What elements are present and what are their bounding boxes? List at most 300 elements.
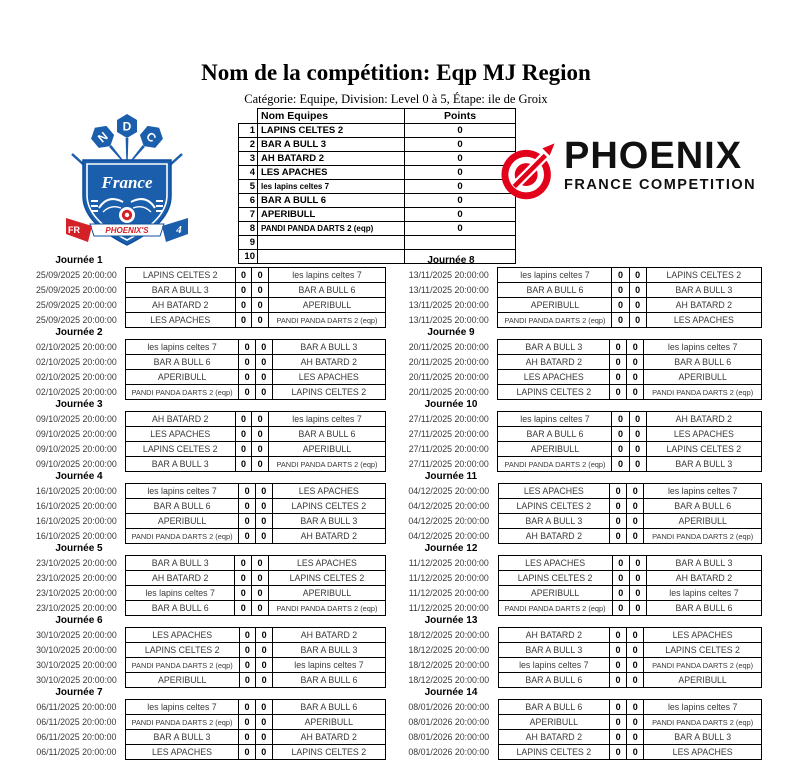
- home-team: AH BATARD 2: [125, 298, 235, 313]
- away-score: 0: [255, 514, 272, 529]
- away-score: 0: [629, 442, 646, 457]
- matches-table: [28, 555, 386, 616]
- round-block: [400, 687, 762, 759]
- home-team: PANDI PANDA DARTS 2 (eqp): [125, 529, 239, 544]
- team-rank: 9: [239, 236, 258, 250]
- home-score: 0: [239, 643, 256, 658]
- home-score: 0: [239, 730, 256, 745]
- match-row: [28, 268, 386, 283]
- away-score: 0: [627, 730, 644, 745]
- away-team: AH BATARD 2: [272, 355, 385, 370]
- matches-table: [28, 267, 386, 328]
- match-datetime: 04/12/2025 20:00:00: [408, 516, 490, 526]
- round-title: Journée 14: [424, 687, 478, 698]
- home-team: APERIBULL: [498, 715, 610, 730]
- team-points: 0: [405, 166, 516, 180]
- away-score: 0: [627, 643, 644, 658]
- page-subtitle: Catégorie: Equipe, Division: Level 0 à 5, Étape: ile de Groix: [244, 92, 548, 106]
- standings-row: [239, 194, 516, 208]
- home-team: LAPINS CELTES 2: [498, 385, 610, 400]
- away-score: 0: [252, 268, 269, 283]
- home-team: PANDI PANDA DARTS 2 (eqp): [125, 658, 239, 673]
- away-team: les lapins celtes 7: [272, 658, 385, 673]
- away-score: 0: [252, 442, 269, 457]
- home-score: 0: [612, 283, 629, 298]
- away-score: 0: [252, 298, 269, 313]
- home-score: 0: [610, 370, 627, 385]
- away-score: 0: [252, 586, 269, 601]
- away-score: 0: [627, 700, 644, 715]
- match-row: [28, 700, 386, 715]
- away-team: BAR A BULL 3: [646, 457, 761, 472]
- home-score: 0: [612, 268, 629, 283]
- home-team: PANDI PANDA DARTS 2 (eqp): [498, 313, 612, 328]
- away-team: LAPINS CELTES 2: [272, 385, 385, 400]
- home-team: APERIBULL: [498, 586, 612, 601]
- standings-row: [239, 180, 516, 194]
- standings-body: [239, 124, 516, 264]
- match-row: [28, 313, 386, 328]
- away-team: LAPINS CELTES 2: [268, 571, 385, 586]
- away-team: AH BATARD 2: [646, 298, 761, 313]
- match-row: [400, 529, 762, 544]
- home-score: 0: [235, 268, 252, 283]
- round-block: [28, 543, 386, 615]
- match-row: [28, 427, 386, 442]
- home-team: LES APACHES: [125, 427, 235, 442]
- away-score: 0: [629, 601, 646, 616]
- home-team: PANDI PANDA DARTS 2 (eqp): [125, 715, 239, 730]
- home-team: BAR A BULL 6: [125, 355, 239, 370]
- match-datetime: 20/11/2025 20:00:00: [408, 342, 489, 352]
- away-score: 0: [629, 283, 646, 298]
- home-score: 0: [612, 442, 629, 457]
- team-rank: 8: [239, 222, 258, 236]
- away-team: PANDI PANDA DARTS 2 (eqp): [644, 658, 762, 673]
- away-score: 0: [252, 313, 269, 328]
- round-block: [400, 615, 762, 687]
- match-datetime: 06/11/2025 20:00:00: [36, 702, 117, 712]
- home-team: LAPINS CELTES 2: [125, 268, 235, 283]
- home-team: AH BATARD 2: [498, 730, 610, 745]
- round-title: Journée 9: [427, 327, 475, 338]
- away-score: 0: [255, 730, 272, 745]
- team-points: 0: [405, 194, 516, 208]
- match-row: [28, 484, 386, 499]
- team-name: BAR A BULL 6: [258, 194, 405, 208]
- match-row: [400, 586, 762, 601]
- ribbon-right: [162, 218, 188, 242]
- home-team: les lapins celtes 7: [498, 268, 612, 283]
- home-team: les lapins celtes 7: [125, 700, 239, 715]
- svg-text:N: N: [95, 129, 111, 146]
- home-score: 0: [239, 385, 256, 400]
- match-row: [28, 643, 386, 658]
- home-team: BAR A BULL 6: [125, 499, 239, 514]
- team-rank: 7: [239, 208, 258, 222]
- away-score: 0: [252, 412, 269, 427]
- match-datetime: 06/11/2025 20:00:00: [36, 717, 117, 727]
- home-score: 0: [235, 442, 252, 457]
- round-title: Journée 4: [55, 471, 103, 482]
- home-score: 0: [612, 313, 629, 328]
- svg-text:C: C: [143, 129, 159, 146]
- away-score: 0: [627, 385, 644, 400]
- away-score: 0: [256, 658, 273, 673]
- home-team: BAR A BULL 6: [498, 673, 609, 688]
- match-datetime: 30/10/2025 20:00:00: [36, 675, 117, 685]
- standings-row: [239, 236, 516, 250]
- away-score: 0: [627, 340, 644, 355]
- home-score: 0: [239, 628, 256, 643]
- round-block: [28, 399, 386, 471]
- away-score: 0: [256, 628, 273, 643]
- standings-row: [239, 138, 516, 152]
- home-score: 0: [610, 715, 627, 730]
- match-datetime: 13/11/2025 20:00:00: [408, 270, 489, 280]
- home-score: 0: [235, 298, 252, 313]
- away-score: 0: [627, 529, 644, 544]
- home-score: 0: [235, 313, 252, 328]
- away-team: BAR A BULL 6: [644, 355, 762, 370]
- match-datetime: 27/11/2025 20:00:00: [408, 414, 489, 424]
- away-score: 0: [255, 484, 272, 499]
- home-score: 0: [235, 586, 252, 601]
- match-datetime: 27/11/2025 20:00:00: [408, 459, 489, 469]
- home-score: 0: [235, 427, 252, 442]
- match-row: [28, 715, 386, 730]
- match-datetime: 30/10/2025 20:00:00: [36, 660, 117, 670]
- match-row: [28, 385, 386, 400]
- away-team: APERIBULL: [644, 673, 762, 688]
- away-team: les lapins celtes 7: [269, 268, 386, 283]
- home-team: LES APACHES: [498, 484, 610, 499]
- home-score: 0: [612, 571, 629, 586]
- matches-table: [28, 627, 386, 688]
- home-team: BAR A BULL 3: [125, 556, 235, 571]
- match-row: [400, 601, 762, 616]
- round-block: [400, 327, 762, 399]
- home-team: APERIBULL: [125, 673, 239, 688]
- match-datetime: 04/12/2025 20:00:00: [408, 501, 490, 511]
- ndc-badge-icon: [66, 114, 188, 252]
- home-team: PANDI PANDA DARTS 2 (eqp): [125, 385, 239, 400]
- home-score: 0: [239, 529, 256, 544]
- matches-table: [28, 699, 386, 760]
- home-score: 0: [610, 529, 627, 544]
- away-team: LAPINS CELTES 2: [646, 268, 761, 283]
- home-score: 0: [610, 385, 627, 400]
- team-rank: 4: [239, 166, 258, 180]
- match-row: [400, 298, 762, 313]
- away-score: 0: [627, 370, 644, 385]
- match-datetime: 23/10/2025 20:00:00: [36, 573, 117, 583]
- team-rank: 10: [239, 250, 258, 264]
- standings-row: [239, 222, 516, 236]
- away-score: 0: [256, 673, 273, 688]
- match-datetime: 30/10/2025 20:00:00: [36, 645, 117, 655]
- page-title: Nom de la compétition: Eqp MJ Region: [201, 60, 591, 85]
- home-team: BAR A BULL 6: [125, 601, 235, 616]
- away-score: 0: [627, 514, 644, 529]
- match-datetime: 08/01/2026 20:00:00: [408, 747, 490, 757]
- match-datetime: 23/10/2025 20:00:00: [36, 558, 117, 568]
- away-score: 0: [629, 556, 646, 571]
- match-row: [400, 499, 762, 514]
- standings-row: [239, 124, 516, 138]
- round-title: Journée 11: [424, 471, 478, 482]
- matches-table: [400, 411, 762, 472]
- match-datetime: 13/11/2025 20:00:00: [408, 285, 489, 295]
- match-row: [28, 298, 386, 313]
- away-score: 0: [252, 457, 269, 472]
- home-score: 0: [610, 499, 627, 514]
- home-score: 0: [235, 571, 252, 586]
- away-team: les lapins celtes 7: [644, 484, 762, 499]
- away-team: BAR A BULL 3: [272, 643, 385, 658]
- away-score: 0: [629, 298, 646, 313]
- home-team: LES APACHES: [125, 628, 239, 643]
- match-row: [400, 442, 762, 457]
- schedule: [28, 255, 762, 759]
- match-row: [28, 745, 386, 760]
- standings-row: [239, 166, 516, 180]
- team-name: PANDI PANDA DARTS 2 (eqp): [258, 222, 405, 236]
- matches-table: [28, 483, 386, 544]
- match-row: [400, 556, 762, 571]
- match-datetime: 27/11/2025 20:00:00: [408, 444, 489, 454]
- away-team: BAR A BULL 3: [646, 556, 761, 571]
- match-row: [400, 484, 762, 499]
- home-team: LES APACHES: [498, 370, 610, 385]
- standings-header-points: Points: [405, 109, 516, 124]
- team-rank: 6: [239, 194, 258, 208]
- match-datetime: 06/11/2025 20:00:00: [36, 747, 117, 757]
- away-team: LAPINS CELTES 2: [644, 643, 762, 658]
- match-datetime: 16/10/2025 20:00:00: [36, 486, 117, 496]
- away-score: 0: [255, 529, 272, 544]
- home-team: LAPINS CELTES 2: [498, 571, 612, 586]
- standings-row: [239, 152, 516, 166]
- home-team: BAR A BULL 3: [125, 730, 239, 745]
- home-score: 0: [235, 457, 252, 472]
- phoenix-target-icon: [496, 136, 560, 204]
- home-team: les lapins celtes 7: [125, 586, 235, 601]
- match-row: [400, 370, 762, 385]
- round-block: [400, 543, 762, 615]
- home-team: BAR A BULL 3: [125, 457, 235, 472]
- away-team: LES APACHES: [268, 556, 385, 571]
- away-team: BAR A BULL 6: [272, 700, 385, 715]
- match-row: [28, 673, 386, 688]
- away-score: 0: [629, 412, 646, 427]
- home-score: 0: [612, 298, 629, 313]
- away-score: 0: [255, 700, 272, 715]
- match-datetime: 02/10/2025 20:00:00: [36, 387, 117, 397]
- home-team: PANDI PANDA DARTS 2 (eqp): [498, 601, 612, 616]
- away-team: LES APACHES: [272, 370, 385, 385]
- standings-header-name: Nom Equipes: [258, 109, 405, 124]
- team-name: BAR A BULL 3: [258, 138, 405, 152]
- away-team: AH BATARD 2: [646, 571, 761, 586]
- standings-corner-blank: [239, 109, 258, 124]
- match-datetime: 25/09/2025 20:00:00: [36, 270, 117, 280]
- home-team: les lapins celtes 7: [125, 340, 239, 355]
- home-team: AH BATARD 2: [498, 529, 610, 544]
- matches-table: [400, 267, 762, 328]
- match-row: [400, 385, 762, 400]
- home-team: BAR A BULL 6: [498, 427, 612, 442]
- home-score: 0: [609, 658, 626, 673]
- away-team: APERIBULL: [644, 370, 762, 385]
- away-score: 0: [252, 427, 269, 442]
- away-score: 0: [629, 571, 646, 586]
- away-team: les lapins celtes 7: [269, 412, 386, 427]
- team-name: [258, 236, 405, 250]
- away-score: 0: [627, 484, 644, 499]
- match-row: [400, 313, 762, 328]
- match-row: [400, 457, 762, 472]
- away-score: 0: [255, 355, 272, 370]
- team-points: 0: [405, 124, 516, 138]
- away-team: BAR A BULL 3: [272, 340, 385, 355]
- away-score: 0: [627, 355, 644, 370]
- away-score: 0: [252, 571, 269, 586]
- match-datetime: 09/10/2025 20:00:00: [36, 414, 117, 424]
- match-datetime: 02/10/2025 20:00:00: [36, 357, 117, 367]
- away-team: APERIBULL: [269, 298, 386, 313]
- match-datetime: 25/09/2025 20:00:00: [36, 300, 117, 310]
- away-team: PANDI PANDA DARTS 2 (eqp): [644, 529, 762, 544]
- home-team: les lapins celtes 7: [125, 484, 239, 499]
- home-team: BAR A BULL 3: [125, 283, 235, 298]
- match-datetime: 11/12/2025 20:00:00: [408, 603, 489, 613]
- match-row: [28, 499, 386, 514]
- match-datetime: 04/12/2025 20:00:00: [408, 486, 490, 496]
- home-score: 0: [609, 673, 626, 688]
- home-score: 0: [235, 556, 252, 571]
- home-score: 0: [609, 628, 626, 643]
- home-team: BAR A BULL 6: [498, 283, 612, 298]
- match-row: [28, 658, 386, 673]
- match-row: [400, 514, 762, 529]
- match-datetime: 18/12/2025 20:00:00: [408, 630, 490, 640]
- away-team: les lapins celtes 7: [644, 700, 762, 715]
- match-datetime: 13/11/2025 20:00:00: [408, 315, 489, 325]
- away-score: 0: [255, 745, 272, 760]
- match-row: [28, 370, 386, 385]
- round-block: [400, 471, 762, 543]
- home-score: 0: [239, 514, 256, 529]
- round-title: Journée 12: [424, 543, 478, 554]
- away-team: APERIBULL: [268, 586, 385, 601]
- team-points: 0: [405, 138, 516, 152]
- match-datetime: 02/10/2025 20:00:00: [36, 372, 117, 382]
- home-score: 0: [610, 745, 627, 760]
- match-datetime: 16/10/2025 20:00:00: [36, 501, 117, 511]
- matches-table: [400, 627, 762, 688]
- round-block: [28, 615, 386, 687]
- match-datetime: 09/10/2025 20:00:00: [36, 429, 117, 439]
- away-score: 0: [627, 658, 644, 673]
- home-score: 0: [239, 340, 256, 355]
- home-team: LAPINS CELTES 2: [125, 442, 235, 457]
- match-row: [28, 457, 386, 472]
- match-datetime: 18/12/2025 20:00:00: [408, 645, 490, 655]
- home-team: les lapins celtes 7: [498, 658, 609, 673]
- matches-table: [400, 483, 762, 544]
- home-team: APERIBULL: [125, 370, 239, 385]
- away-score: 0: [255, 340, 272, 355]
- home-team: BAR A BULL 3: [498, 643, 609, 658]
- home-team: PANDI PANDA DARTS 2 (eqp): [498, 457, 612, 472]
- phoenix-subtitle-text: FRANCE COMPETITION: [564, 177, 757, 193]
- away-team: AH BATARD 2: [272, 730, 385, 745]
- round-block: [400, 399, 762, 471]
- home-score: 0: [610, 730, 627, 745]
- home-team: les lapins celtes 7: [498, 412, 612, 427]
- match-datetime: 18/12/2025 20:00:00: [408, 660, 490, 670]
- home-team: AH BATARD 2: [498, 355, 610, 370]
- standings-table: [238, 108, 516, 264]
- away-team: PANDI PANDA DARTS 2 (eqp): [644, 715, 762, 730]
- away-score: 0: [252, 556, 269, 571]
- home-score: 0: [239, 484, 256, 499]
- round-title: Journée 1: [55, 255, 103, 266]
- team-name: AH BATARD 2: [258, 152, 405, 166]
- match-row: [28, 283, 386, 298]
- phoenix-brand-text: PHOENIX: [564, 135, 743, 177]
- match-row: [400, 673, 762, 688]
- home-score: 0: [612, 412, 629, 427]
- match-row: [400, 715, 762, 730]
- match-row: [28, 730, 386, 745]
- away-score: 0: [629, 427, 646, 442]
- team-rank: 1: [239, 124, 258, 138]
- match-row: [400, 427, 762, 442]
- match-row: [400, 628, 762, 643]
- away-score: 0: [252, 601, 269, 616]
- home-score: 0: [610, 355, 627, 370]
- match-row: [400, 658, 762, 673]
- svg-text:4: 4: [176, 224, 182, 236]
- team-rank: 5: [239, 180, 258, 194]
- match-datetime: 16/10/2025 20:00:00: [36, 531, 117, 541]
- away-team: PANDI PANDA DARTS 2 (eqp): [644, 385, 762, 400]
- match-datetime: 09/10/2025 20:00:00: [36, 444, 117, 454]
- match-row: [400, 700, 762, 715]
- home-team: APERIBULL: [498, 442, 612, 457]
- matches-table: [28, 339, 386, 400]
- away-team: LES APACHES: [272, 484, 385, 499]
- match-row: [28, 355, 386, 370]
- match-datetime: 08/01/2026 20:00:00: [408, 732, 490, 742]
- home-score: 0: [610, 340, 627, 355]
- match-datetime: 27/11/2025 20:00:00: [408, 429, 489, 439]
- matches-table: [400, 339, 762, 400]
- match-row: [28, 442, 386, 457]
- round-block: [400, 255, 762, 327]
- round-title: Journée 7: [55, 687, 103, 698]
- match-datetime: 08/01/2026 20:00:00: [408, 717, 490, 727]
- away-score: 0: [627, 715, 644, 730]
- away-score: 0: [627, 499, 644, 514]
- away-team: APERIBULL: [269, 442, 386, 457]
- round-title: Journée 10: [424, 399, 478, 410]
- round-block: [28, 327, 386, 399]
- away-score: 0: [629, 586, 646, 601]
- standings-row: [239, 208, 516, 222]
